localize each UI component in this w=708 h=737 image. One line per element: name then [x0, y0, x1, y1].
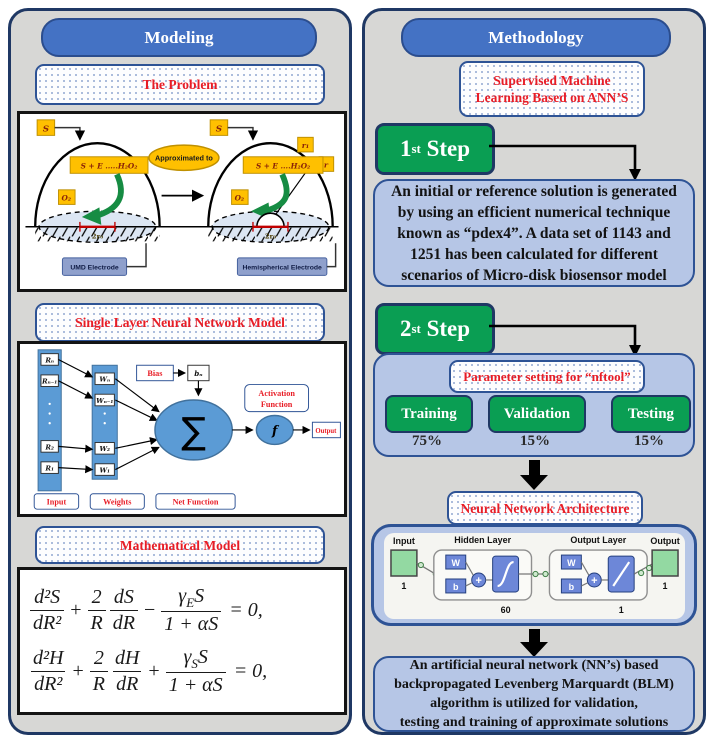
final-text-line: testing and training of approximate solutions: [399, 715, 669, 730]
output-b-label: b: [568, 581, 575, 592]
nn-diagram-svg: [20, 344, 344, 514]
training-pct: 75%: [412, 433, 442, 449]
input-dots: [49, 403, 51, 405]
methodology-title: Methodology: [488, 27, 584, 47]
eq2-rhs: = 0,: [233, 660, 268, 683]
output-size: 1: [618, 604, 624, 615]
input-legend: Input: [46, 497, 67, 507]
eq1-rhs: = 0,: [229, 598, 263, 621]
step2-sup: st: [411, 321, 421, 336]
right-s-arrow: [228, 128, 253, 140]
weight-dots: [104, 422, 106, 424]
eq1-op1: +: [70, 598, 82, 621]
modeling-header: [41, 18, 317, 57]
bias-label: Bias: [147, 368, 163, 378]
umd-electrode-label: UMD Electrode: [70, 264, 119, 272]
equation-2: [30, 647, 334, 697]
left-s-arrow: [55, 128, 80, 140]
hidden-plus: +: [475, 574, 482, 587]
arch-output-size: 1: [662, 580, 668, 591]
connection: [115, 440, 157, 449]
eq1-den2: R: [88, 610, 106, 634]
connection: [115, 379, 158, 412]
input-dots: [49, 412, 51, 414]
weight-node-label: W₂: [99, 445, 111, 454]
eq1-den1: dR²: [30, 610, 64, 634]
hidden-w-label: W: [451, 558, 460, 569]
arch-node-circle: [543, 571, 548, 576]
math-box: [17, 567, 347, 715]
step1-sup: st: [411, 141, 421, 156]
methodology-header: [401, 18, 671, 57]
nn-model-heading: Single Layer Neural Network Model: [75, 315, 285, 330]
validation-label: Validation: [503, 405, 571, 422]
output-layer-label: Output Layer: [570, 535, 627, 546]
left-radius-label: 2r₀: [91, 232, 104, 241]
nftool-box: [373, 353, 695, 457]
validation-box: [488, 395, 586, 433]
eq2-num1: d²H: [33, 647, 64, 670]
eq2-gamma: γ: [183, 645, 192, 668]
hidden-b-label: b: [453, 581, 459, 592]
math-heading: Mathematical Model: [119, 537, 241, 553]
weights-legend: Weights: [103, 497, 132, 507]
eq2-den4: 1 + αS: [166, 672, 226, 696]
hidden-layer-label: Hidden Layer: [454, 535, 512, 546]
architecture-inner-panel: [384, 533, 685, 619]
activation-label-2: Function: [260, 399, 293, 409]
eq2-den2: R: [90, 671, 108, 695]
nna-heading: Neural Network Architecture: [460, 500, 630, 516]
eq1-gamma: γ: [178, 584, 187, 607]
eq1-op2: −: [143, 598, 156, 621]
nna-heading-box: [447, 491, 643, 525]
eq2-gamma-sub: S: [191, 655, 198, 671]
connection: [115, 447, 158, 469]
right-radius-label: 2r₀: [264, 232, 277, 241]
down-arrow-2: [520, 629, 548, 657]
final-text-line: backpropagated Levenberg Marquardt (BLM): [394, 677, 674, 692]
nn-model-heading-box: [35, 303, 325, 342]
problem-diagram-svg: [20, 114, 344, 289]
bias-node-label: bₙ: [194, 368, 203, 378]
eq1-gamma-sub: E: [186, 594, 195, 610]
weight-node-label: W₁: [99, 466, 111, 475]
left-o2-label: O₂: [61, 193, 72, 203]
net-function-legend: Net Function: [172, 497, 219, 507]
hemi-connector: [327, 243, 336, 266]
arch-input-square: [391, 550, 417, 576]
weight-dots: [104, 412, 106, 414]
step2-word: Step: [426, 316, 471, 341]
math-heading-box: [35, 526, 325, 564]
step1-box: [375, 123, 495, 175]
eq1-num4: [175, 586, 207, 612]
architecture-box: [371, 524, 697, 626]
final-text-box: [373, 656, 695, 732]
problem-heading: The Problem: [142, 77, 218, 92]
step1-text-box: [373, 179, 695, 287]
f-symbol: f: [272, 422, 278, 438]
activation-label-1: Activation: [258, 389, 295, 399]
connection: [58, 381, 92, 398]
left-s-label: S: [42, 124, 50, 135]
validation-pct: 15%: [520, 433, 550, 449]
step2-box: [375, 303, 495, 355]
step1-text-line: An initial or reference solution is generated: [391, 182, 677, 200]
step1-text-line: scenarios of Micro-disk biosensor model: [401, 266, 667, 284]
testing-box: [611, 395, 691, 433]
arch-node-circle: [533, 571, 538, 576]
eq1-num2: 2: [91, 585, 102, 608]
final-text-line: An artificial neural network (NN’s) based: [409, 658, 659, 673]
step1-text-line: by using an efficient numerical technique: [397, 203, 671, 221]
eq1-num1: d²S: [34, 585, 61, 608]
arch-node-circle: [647, 565, 652, 570]
weight-node-label: Wₙ: [99, 375, 111, 384]
eq1-den4: 1 + αS: [161, 611, 221, 635]
eq2-op2: +: [148, 660, 160, 683]
eq1-den3: dR: [110, 610, 138, 634]
step1-text-line: known as “pdex4”. A data set of 1143 and: [397, 224, 671, 242]
eq2-den1: dR²: [31, 671, 65, 695]
final-text-line: algorithm is utilized for validation,: [430, 696, 638, 711]
hemispherical-electrode-label: Hemispherical Electrode: [242, 264, 322, 272]
sigma-symbol: ∑: [181, 409, 206, 453]
eq2-gamma-s: S: [197, 645, 208, 668]
arch-input-label: Input: [392, 536, 415, 547]
output-w-label: W: [567, 558, 576, 569]
training-label: Training: [401, 405, 457, 422]
arch-input-size: 1: [401, 580, 407, 591]
down-arrow-1: [520, 460, 548, 490]
umd-connector: [127, 243, 146, 266]
r1-label: r₁: [301, 141, 310, 151]
problem-diagram-box: [17, 111, 347, 292]
nftool-heading-box: [449, 360, 645, 393]
weight-node-label: Wₙ₋₁: [96, 396, 114, 405]
methodology-panel: [362, 8, 706, 735]
connection: [58, 468, 92, 470]
left-reaction-label: S + E .....H₂O₂: [80, 161, 138, 171]
step1-text-line: 1251 has been calculated for different: [410, 245, 658, 263]
eq1-num3: dS: [113, 585, 134, 608]
eq2-num2: 2: [93, 647, 104, 670]
eq2-num4: [180, 647, 210, 673]
arch-output-square: [652, 550, 678, 576]
hidden-size: 60: [500, 604, 511, 615]
modeling-title: Modeling: [144, 27, 214, 47]
right-reaction-label: S + E ....H₂O₂: [255, 161, 311, 171]
eq2-op1: +: [72, 660, 84, 683]
input-node-label: R₂: [45, 443, 54, 452]
testing-label: Testing: [627, 405, 675, 422]
supervised-heading-box: [459, 61, 645, 117]
step1-num: 1: [399, 136, 412, 161]
connection: [58, 359, 92, 376]
output-plus: +: [591, 574, 598, 587]
matlab-architecture-svg: [384, 533, 685, 619]
input-node-label: R₁: [45, 464, 54, 473]
eq1-gamma-s: S: [194, 584, 205, 607]
right-o2-label: O₂: [234, 193, 245, 203]
connection: [58, 446, 92, 449]
eq2-den3: dR: [113, 671, 141, 695]
step2-num: 2: [399, 316, 412, 341]
arch-output-label: Output: [650, 536, 680, 547]
output-label: Output: [315, 427, 337, 435]
input-node-label: Rₙ₋₁: [42, 377, 58, 386]
input-dots: [49, 422, 51, 424]
equation-1: [30, 586, 334, 636]
arch-node-circle: [418, 562, 423, 567]
approx-label: Approximated to: [155, 153, 213, 163]
arch-node-circle: [639, 570, 644, 575]
step1-word: Step: [426, 136, 471, 161]
right-s-label: S: [215, 124, 223, 135]
connection: [115, 400, 157, 420]
r-label: r: [323, 160, 328, 170]
training-box: [385, 395, 473, 433]
input-node-label: Rₙ: [45, 356, 55, 365]
modeling-panel: [8, 8, 352, 735]
problem-heading-box: [35, 64, 325, 105]
eq2-num3: dH: [114, 647, 140, 670]
supervised-line1: Supervised Machine: [493, 73, 611, 88]
supervised-line2: Learning Based on ANN’S: [475, 90, 629, 105]
nn-diagram-box: [17, 341, 347, 517]
testing-pct: 15%: [634, 433, 664, 449]
nftool-heading: Parameter setting for “nftool”: [463, 369, 631, 384]
